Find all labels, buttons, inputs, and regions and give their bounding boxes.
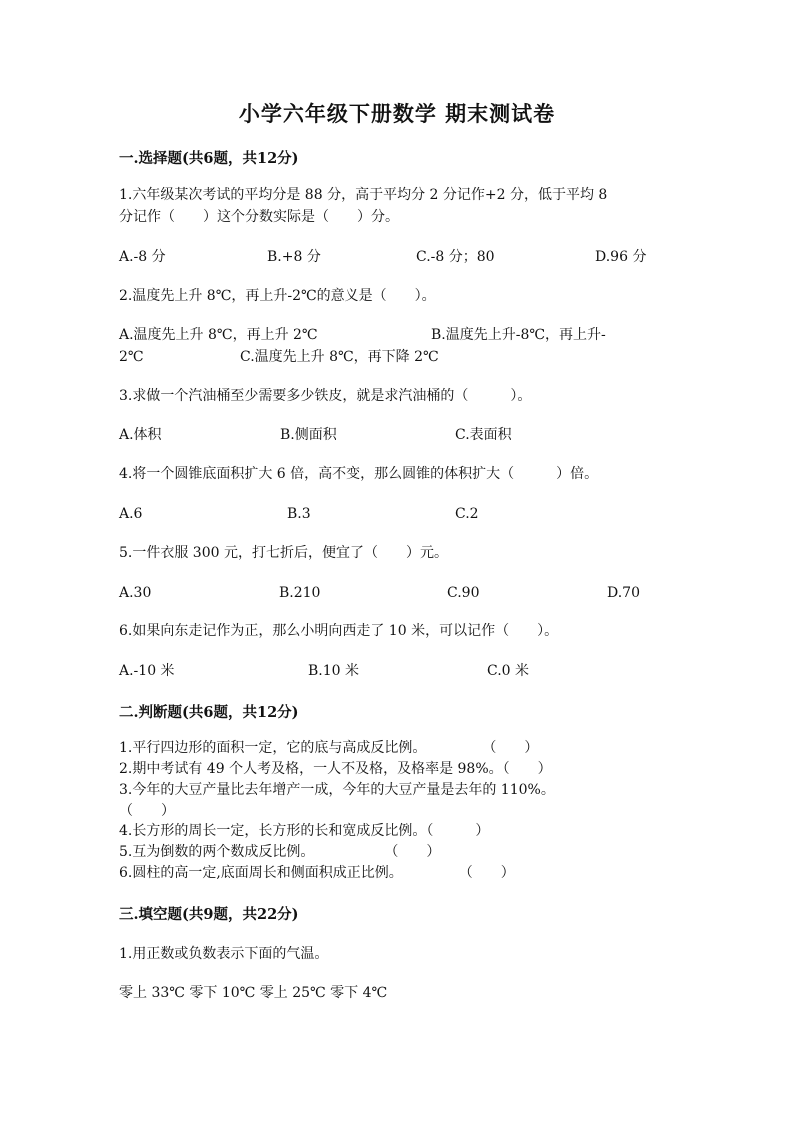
fill-question-1-content: 零上 33℃ 零下 10℃ 零上 25℃ 零下 4℃	[119, 985, 388, 1001]
question-5-option-d: D.70	[607, 585, 640, 601]
fill-question-1-stem: 1.用正数或负数表示下面的气温。	[119, 946, 329, 962]
question-4-option-a: A.6	[119, 506, 143, 522]
question-6-option-a: A.-10 米	[119, 663, 175, 679]
page-title: 小学六年级下册数学 期末测试卷	[238, 101, 556, 126]
question-5-option-a: A.30	[119, 585, 152, 601]
question-4-option-c: C.2	[455, 506, 479, 522]
question-2-option-b-continued: 2℃	[119, 349, 144, 365]
question-1-option-a: A.-8 分	[119, 249, 166, 265]
question-3-stem: 3.求做一个汽油桶至少需要多少铁皮，就是求汽油桶的（ ）。	[119, 388, 532, 404]
question-1-stem-line-1: 1.六年级某次考试的平均分是 88 分，高于平均分 2 分记作+2 分，低于平均 8	[119, 187, 608, 203]
question-3-option-a: A.体积	[119, 427, 162, 443]
question-6-stem: 6.如果向东走记作为正，那么小明向西走了 10 米，可以记作（ ）。	[119, 623, 559, 639]
question-1-stem-line-2: 分记作（ ）这个分数实际是（ ）分。	[119, 209, 399, 225]
question-6-option-b: B.10 米	[308, 663, 360, 679]
question-3-option-b: B.侧面积	[280, 427, 337, 443]
question-5-stem: 5.一件衣服 300 元，打七折后，便宜了（ ）元。	[119, 545, 448, 561]
judge-item-5: 5.互为倒数的两个数成反比例。 （ ）	[119, 844, 441, 860]
question-4-option-b: B.3	[287, 506, 311, 522]
question-2-option-c: C.温度先上升 8℃，再下降 2℃	[240, 349, 439, 365]
judge-item-3-bracket: （ ）	[119, 803, 175, 819]
judge-item-1: 1.平行四边形的面积一定，它的底与高成反比例。 （ ）	[119, 740, 539, 756]
judge-item-4: 4.长方形的周长一定，长方形的长和宽成反比例。（ ）	[119, 823, 490, 839]
question-5-option-c: C.90	[447, 585, 480, 601]
section-heading-choice: 一.选择题(共6题，共12分)	[119, 150, 299, 167]
question-2-option-b: B.温度先上升-8℃，再上升-	[431, 327, 606, 343]
question-4-stem: 4.将一个圆锥底面积扩大 6 倍，高不变，那么圆锥的体积扩大（ ）倍。	[119, 466, 599, 482]
question-3-option-c: C.表面积	[455, 427, 512, 443]
question-1-option-b: B.+8 分	[267, 249, 321, 265]
question-2-stem: 2.温度先上升 8℃，再上升-2℃的意义是（ ）。	[119, 288, 436, 304]
question-2-option-a: A.温度先上升 8℃，再上升 2℃	[119, 327, 318, 343]
judge-item-3: 3.今年的大豆产量比去年增产一成，今年的大豆产量是去年的 110%。	[119, 782, 555, 798]
judge-item-6: 6.圆柱的高一定,底面周长和侧面积成正比例。 （ ）	[119, 865, 515, 881]
section-heading-judge: 二.判断题(共6题，共12分)	[119, 704, 299, 721]
judge-item-2: 2.期中考试有 49 个人考及格，一人不及格，及格率是 98%。（ ）	[119, 761, 552, 777]
section-heading-fill: 三.填空题(共9题，共22分)	[119, 906, 299, 923]
question-6-option-c: C.0 米	[487, 663, 530, 679]
question-5-option-b: B.210	[279, 585, 321, 601]
question-1-option-c: C.-8 分；80	[416, 249, 495, 265]
question-1-option-d: D.96 分	[595, 249, 647, 265]
